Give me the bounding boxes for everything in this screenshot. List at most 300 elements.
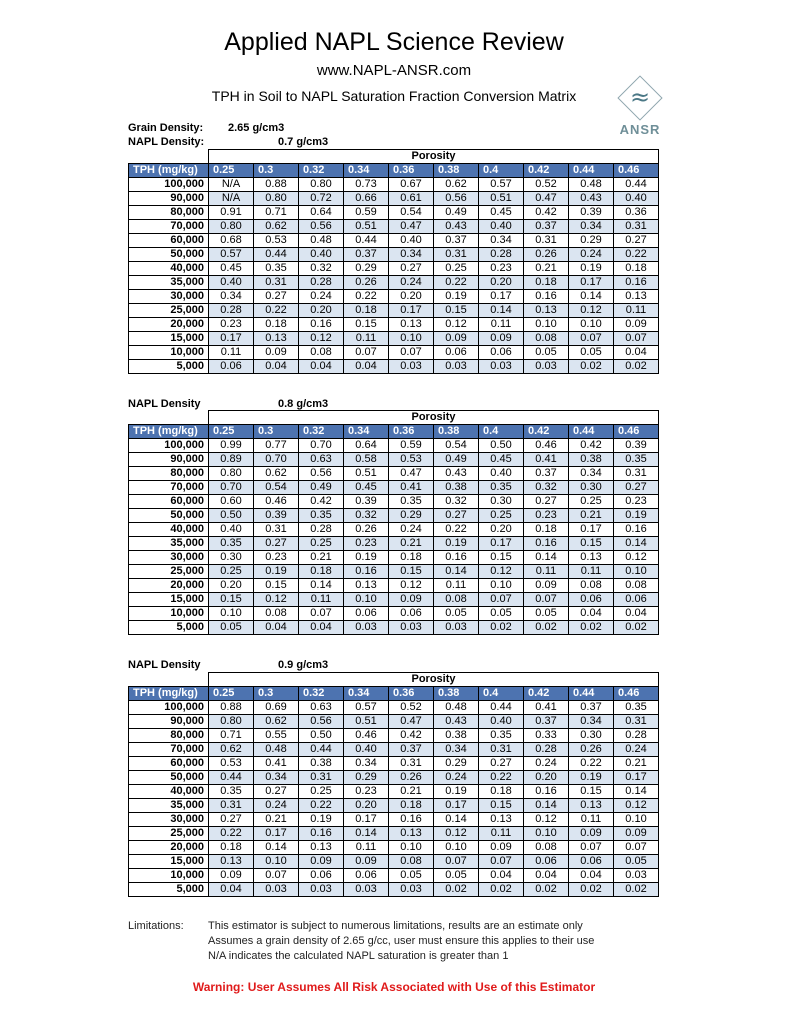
saturation-cell: 0.30 <box>209 551 254 565</box>
saturation-cell: 0.45 <box>479 453 524 467</box>
saturation-cell: 0.31 <box>389 757 434 771</box>
table-row <box>129 799 659 813</box>
saturation-cell: 0.40 <box>209 276 254 290</box>
saturation-cell: 0.35 <box>479 481 524 495</box>
saturation-cell: 0.57 <box>209 248 254 262</box>
saturation-cell: 0.11 <box>479 318 524 332</box>
saturation-cell: 0.08 <box>389 855 434 869</box>
warning-text: Warning: User Assumes All Risk Associated with Use of this Estimator <box>192 980 596 994</box>
saturation-cell: 0.10 <box>434 841 479 855</box>
saturation-cell: 0.13 <box>344 579 389 593</box>
saturation-cell: 0.31 <box>614 220 659 234</box>
saturation-cell: 0.51 <box>344 220 389 234</box>
porosity-column-header: 0.3 <box>254 425 299 439</box>
saturation-cell: 0.14 <box>614 537 659 551</box>
saturation-cell: 0.13 <box>479 813 524 827</box>
saturation-cell: 0.69 <box>254 701 299 715</box>
saturation-cell: 0.56 <box>299 220 344 234</box>
saturation-cell: 0.21 <box>614 757 659 771</box>
saturation-cell: 0.03 <box>524 360 569 374</box>
porosity-column-header: 0.42 <box>524 425 569 439</box>
saturation-cell: 0.53 <box>209 757 254 771</box>
saturation-cell: 0.21 <box>524 262 569 276</box>
saturation-cell: 0.55 <box>254 729 299 743</box>
saturation-cell: 0.15 <box>479 799 524 813</box>
saturation-cell: 0.08 <box>569 579 614 593</box>
saturation-cell: 0.23 <box>209 318 254 332</box>
saturation-cell: 0.16 <box>299 827 344 841</box>
saturation-cell: 0.10 <box>254 855 299 869</box>
saturation-cell: 0.15 <box>389 565 434 579</box>
saturation-cell: 0.14 <box>434 565 479 579</box>
saturation-cell: 0.05 <box>434 607 479 621</box>
saturation-cell: 0.22 <box>614 248 659 262</box>
saturation-cell: 0.59 <box>389 439 434 453</box>
saturation-cell: 0.54 <box>434 439 479 453</box>
saturation-cell: 0.20 <box>299 304 344 318</box>
saturation-cell: 0.07 <box>569 841 614 855</box>
table-row <box>129 855 659 869</box>
tph-value: 40,000 <box>129 785 209 799</box>
saturation-cell: 0.28 <box>614 729 659 743</box>
saturation-cell: 0.40 <box>479 467 524 481</box>
limitation-line: Assumes a grain density of 2.65 g/cc, user must ensure this applies to their use <box>208 935 595 947</box>
saturation-cell: 0.34 <box>389 248 434 262</box>
saturation-cell: 0.41 <box>254 757 299 771</box>
saturation-cell: 0.25 <box>209 565 254 579</box>
saturation-cell: 0.32 <box>299 262 344 276</box>
saturation-cell: 0.24 <box>389 276 434 290</box>
saturation-cell: 0.11 <box>299 593 344 607</box>
saturation-cell: 0.15 <box>254 579 299 593</box>
table-row <box>129 332 659 346</box>
saturation-cell: 0.02 <box>479 621 524 635</box>
saturation-cell: 0.11 <box>209 346 254 360</box>
saturation-cell: 0.31 <box>434 248 479 262</box>
saturation-cell: 0.13 <box>614 290 659 304</box>
saturation-cell: 0.63 <box>299 453 344 467</box>
saturation-cell: 0.45 <box>479 206 524 220</box>
saturation-cell: 0.18 <box>524 523 569 537</box>
saturation-cell: 0.18 <box>254 318 299 332</box>
napl-matrix-table <box>128 410 659 635</box>
table-row <box>129 883 659 897</box>
saturation-cell: 0.06 <box>344 869 389 883</box>
saturation-cell: 0.54 <box>254 481 299 495</box>
saturation-cell: 0.48 <box>299 234 344 248</box>
saturation-cell: 0.51 <box>344 715 389 729</box>
saturation-cell: 0.68 <box>209 234 254 248</box>
saturation-cell: 0.12 <box>614 799 659 813</box>
saturation-cell: 0.07 <box>479 593 524 607</box>
saturation-cell: 0.11 <box>569 565 614 579</box>
table-row <box>129 771 659 785</box>
saturation-cell: 0.24 <box>614 743 659 757</box>
tph-value: 15,000 <box>129 332 209 346</box>
saturation-cell: 0.04 <box>569 869 614 883</box>
limitation-line: This estimator is subject to numerous limitations, results are an estimate only <box>208 920 583 932</box>
napl-density-value: 0.7 g/cm3 <box>278 136 329 148</box>
saturation-cell: 0.11 <box>569 813 614 827</box>
saturation-cell: 0.12 <box>254 593 299 607</box>
table-row <box>129 276 659 290</box>
saturation-cell: 0.35 <box>209 785 254 799</box>
saturation-cell: 0.30 <box>479 495 524 509</box>
saturation-cell: 0.10 <box>524 318 569 332</box>
saturation-cell: 0.07 <box>299 607 344 621</box>
page-title: Applied NAPL Science Review <box>224 28 564 56</box>
saturation-cell: 0.03 <box>479 360 524 374</box>
saturation-cell: 0.18 <box>479 785 524 799</box>
saturation-cell: 0.05 <box>569 346 614 360</box>
saturation-cell: 0.24 <box>569 248 614 262</box>
saturation-cell: 0.19 <box>299 813 344 827</box>
porosity-column-header: 0.3 <box>254 164 299 178</box>
saturation-cell: 0.36 <box>614 206 659 220</box>
saturation-cell: 0.52 <box>389 701 434 715</box>
porosity-column-header: 0.46 <box>614 164 659 178</box>
saturation-cell: 0.14 <box>299 579 344 593</box>
saturation-cell: 0.22 <box>569 757 614 771</box>
saturation-cell: 0.02 <box>614 360 659 374</box>
saturation-cell: 0.06 <box>569 855 614 869</box>
saturation-cell: 0.07 <box>569 332 614 346</box>
napl-density-label-2: NAPL Density <box>128 398 201 410</box>
saturation-cell: 0.47 <box>389 220 434 234</box>
saturation-cell: 0.07 <box>344 346 389 360</box>
table-row <box>129 579 659 593</box>
saturation-cell: 0.03 <box>389 883 434 897</box>
saturation-cell: 0.05 <box>209 621 254 635</box>
porosity-column-header: 0.34 <box>344 425 389 439</box>
saturation-cell: 0.05 <box>389 869 434 883</box>
tph-value: 70,000 <box>129 220 209 234</box>
table-row <box>129 318 659 332</box>
saturation-cell: 0.31 <box>524 234 569 248</box>
porosity-column-header: 0.36 <box>389 425 434 439</box>
saturation-cell: 0.21 <box>254 813 299 827</box>
saturation-cell: 0.03 <box>254 883 299 897</box>
tph-value: 60,000 <box>129 757 209 771</box>
tph-value: 15,000 <box>129 593 209 607</box>
table-row <box>129 743 659 757</box>
saturation-cell: 0.21 <box>569 509 614 523</box>
table-row <box>129 220 659 234</box>
saturation-cell: 0.37 <box>524 715 569 729</box>
saturation-cell: 0.11 <box>479 827 524 841</box>
saturation-cell: 0.10 <box>614 813 659 827</box>
saturation-cell: 0.15 <box>344 318 389 332</box>
saturation-cell: 0.18 <box>614 262 659 276</box>
tph-value: 100,000 <box>129 178 209 192</box>
porosity-column-header: 0.3 <box>254 687 299 701</box>
saturation-cell: 0.48 <box>434 701 479 715</box>
saturation-cell: 0.27 <box>254 785 299 799</box>
page-subtitle: TPH in Soil to NAPL Saturation Fraction Conversion Matrix <box>211 88 577 104</box>
saturation-cell: 0.21 <box>389 537 434 551</box>
saturation-cell: 0.14 <box>524 799 569 813</box>
saturation-cell: 0.03 <box>389 621 434 635</box>
saturation-cell: 0.80 <box>209 715 254 729</box>
saturation-cell: 0.22 <box>434 276 479 290</box>
saturation-cell: 0.02 <box>569 621 614 635</box>
table-row <box>129 785 659 799</box>
saturation-cell: 0.03 <box>344 621 389 635</box>
saturation-cell: 0.34 <box>434 743 479 757</box>
saturation-cell: 0.27 <box>524 495 569 509</box>
saturation-cell: 0.14 <box>344 827 389 841</box>
saturation-cell: 0.39 <box>344 495 389 509</box>
saturation-cell: 0.35 <box>299 509 344 523</box>
tph-value: 100,000 <box>129 439 209 453</box>
saturation-cell: 0.13 <box>389 827 434 841</box>
saturation-cell: 0.05 <box>524 607 569 621</box>
saturation-cell: 0.60 <box>209 495 254 509</box>
tph-value: 5,000 <box>129 883 209 897</box>
saturation-cell: 0.28 <box>299 523 344 537</box>
saturation-cell: 0.08 <box>434 593 479 607</box>
saturation-cell: 0.37 <box>569 701 614 715</box>
saturation-cell: 0.53 <box>389 453 434 467</box>
saturation-cell: 0.25 <box>434 262 479 276</box>
table-row <box>129 729 659 743</box>
saturation-cell: 0.16 <box>524 785 569 799</box>
saturation-cell: 0.16 <box>299 318 344 332</box>
saturation-cell: 0.16 <box>524 537 569 551</box>
saturation-cell: 0.28 <box>299 276 344 290</box>
tph-column-header: TPH (mg/kg) <box>129 425 209 439</box>
saturation-cell: 0.51 <box>479 192 524 206</box>
table-row <box>129 869 659 883</box>
napl-density-value-2: 0.8 g/cm3 <box>278 398 329 410</box>
saturation-cell: 0.34 <box>569 467 614 481</box>
saturation-cell: 0.03 <box>434 621 479 635</box>
tph-value: 30,000 <box>129 551 209 565</box>
tph-value: 25,000 <box>129 827 209 841</box>
saturation-cell: 0.29 <box>389 509 434 523</box>
saturation-cell: 0.46 <box>344 729 389 743</box>
saturation-cell: 0.37 <box>389 743 434 757</box>
saturation-cell: 0.09 <box>614 318 659 332</box>
saturation-cell: 0.06 <box>209 360 254 374</box>
saturation-cell: 0.03 <box>344 883 389 897</box>
saturation-cell: 0.12 <box>614 551 659 565</box>
saturation-cell: 0.17 <box>614 771 659 785</box>
saturation-cell: 0.34 <box>254 771 299 785</box>
saturation-cell: 0.18 <box>344 304 389 318</box>
saturation-cell: 0.30 <box>569 729 614 743</box>
saturation-cell: 0.41 <box>389 481 434 495</box>
saturation-cell: 0.09 <box>479 841 524 855</box>
saturation-cell: 0.45 <box>209 262 254 276</box>
saturation-cell: 0.40 <box>299 248 344 262</box>
saturation-cell: 0.11 <box>614 304 659 318</box>
saturation-cell: 0.07 <box>479 855 524 869</box>
saturation-cell: 0.16 <box>524 290 569 304</box>
saturation-cell: 0.14 <box>254 841 299 855</box>
saturation-cell: 0.04 <box>254 360 299 374</box>
saturation-cell: 0.07 <box>389 346 434 360</box>
saturation-cell: 0.29 <box>344 771 389 785</box>
saturation-cell: 0.38 <box>434 729 479 743</box>
tph-value: 60,000 <box>129 495 209 509</box>
tph-column-header: TPH (mg/kg) <box>129 164 209 178</box>
porosity-column-header: 0.38 <box>434 687 479 701</box>
saturation-cell: 0.12 <box>434 827 479 841</box>
saturation-cell: 0.12 <box>569 304 614 318</box>
saturation-cell: 0.29 <box>569 234 614 248</box>
table-row <box>129 495 659 509</box>
saturation-cell: 0.80 <box>209 467 254 481</box>
porosity-column-header: 0.4 <box>479 425 524 439</box>
saturation-cell: 0.31 <box>209 799 254 813</box>
saturation-cell: 0.18 <box>524 276 569 290</box>
grain-density-value: 2.65 g/cm3 <box>228 122 285 134</box>
saturation-cell: 0.15 <box>209 593 254 607</box>
saturation-cell: 0.35 <box>614 453 659 467</box>
table-row <box>129 248 659 262</box>
saturation-cell: 0.27 <box>434 509 479 523</box>
saturation-cell: 0.02 <box>524 621 569 635</box>
saturation-cell: 0.23 <box>344 537 389 551</box>
table-row <box>129 453 659 467</box>
porosity-column-header: 0.34 <box>344 687 389 701</box>
saturation-cell: 0.19 <box>614 509 659 523</box>
saturation-cell: 0.27 <box>614 234 659 248</box>
saturation-cell: 0.88 <box>254 178 299 192</box>
saturation-cell: 0.28 <box>479 248 524 262</box>
saturation-cell: 0.25 <box>479 509 524 523</box>
saturation-cell: 0.38 <box>299 757 344 771</box>
saturation-cell: 0.62 <box>254 220 299 234</box>
saturation-cell: 0.39 <box>254 509 299 523</box>
saturation-cell: 0.03 <box>299 883 344 897</box>
porosity-column-header: 0.25 <box>209 687 254 701</box>
saturation-cell: 0.16 <box>389 813 434 827</box>
saturation-cell: 0.08 <box>614 579 659 593</box>
tph-value: 80,000 <box>129 467 209 481</box>
tph-value: 20,000 <box>129 318 209 332</box>
saturation-cell: 0.02 <box>614 883 659 897</box>
saturation-cell: 0.11 <box>524 565 569 579</box>
saturation-cell: 0.17 <box>209 332 254 346</box>
saturation-cell: 0.06 <box>344 607 389 621</box>
saturation-cell: 0.04 <box>524 869 569 883</box>
tph-column-header: TPH (mg/kg) <box>129 687 209 701</box>
saturation-cell: 0.25 <box>569 495 614 509</box>
saturation-cell: 0.43 <box>434 715 479 729</box>
table-row <box>129 607 659 621</box>
saturation-cell: 0.38 <box>569 453 614 467</box>
saturation-cell: 0.42 <box>569 439 614 453</box>
saturation-cell: 0.67 <box>389 178 434 192</box>
saturation-cell: 0.47 <box>389 467 434 481</box>
saturation-cell: 0.29 <box>344 262 389 276</box>
saturation-cell: 0.08 <box>299 346 344 360</box>
saturation-cell: 0.06 <box>569 593 614 607</box>
saturation-cell: 0.09 <box>299 855 344 869</box>
tph-value: 80,000 <box>129 729 209 743</box>
table-row <box>129 206 659 220</box>
saturation-cell: 0.48 <box>569 178 614 192</box>
saturation-cell: 0.05 <box>479 607 524 621</box>
saturation-cell: 0.31 <box>299 771 344 785</box>
saturation-cell: 0.62 <box>434 178 479 192</box>
saturation-cell: 0.10 <box>209 607 254 621</box>
saturation-cell: 0.04 <box>299 621 344 635</box>
tph-value: 30,000 <box>129 290 209 304</box>
saturation-cell: 0.39 <box>614 439 659 453</box>
saturation-cell: 0.53 <box>254 234 299 248</box>
porosity-column-header: 0.44 <box>569 425 614 439</box>
table-row <box>129 346 659 360</box>
saturation-cell: 0.13 <box>569 551 614 565</box>
tph-value: 5,000 <box>129 360 209 374</box>
saturation-cell: 0.22 <box>254 304 299 318</box>
table-row <box>129 701 659 715</box>
tph-value: 80,000 <box>129 206 209 220</box>
saturation-cell: 0.26 <box>344 276 389 290</box>
tph-value: 25,000 <box>129 304 209 318</box>
saturation-cell: 0.03 <box>614 869 659 883</box>
tph-value: 90,000 <box>129 453 209 467</box>
saturation-cell: 0.10 <box>614 565 659 579</box>
porosity-column-header: 0.42 <box>524 687 569 701</box>
saturation-cell: 0.09 <box>389 593 434 607</box>
saturation-cell: 0.04 <box>569 607 614 621</box>
table-row <box>129 304 659 318</box>
saturation-cell: 0.26 <box>389 771 434 785</box>
saturation-cell: 0.17 <box>479 290 524 304</box>
saturation-cell: 0.04 <box>344 360 389 374</box>
saturation-cell: 0.20 <box>479 276 524 290</box>
saturation-cell: 0.50 <box>299 729 344 743</box>
porosity-heading: Porosity <box>209 673 659 687</box>
saturation-cell: 0.40 <box>614 192 659 206</box>
saturation-cell: 0.34 <box>479 234 524 248</box>
saturation-cell: 0.46 <box>524 439 569 453</box>
saturation-cell: 0.99 <box>209 439 254 453</box>
saturation-cell: 0.24 <box>434 771 479 785</box>
saturation-cell: 0.02 <box>479 883 524 897</box>
saturation-cell: 0.23 <box>614 495 659 509</box>
porosity-column-header: 0.38 <box>434 164 479 178</box>
saturation-cell: 0.10 <box>569 318 614 332</box>
saturation-cell: 0.06 <box>524 855 569 869</box>
saturation-cell: 0.64 <box>344 439 389 453</box>
napl-density-label-3: NAPL Density <box>128 659 201 671</box>
saturation-cell: 0.18 <box>389 799 434 813</box>
table-row <box>129 537 659 551</box>
saturation-cell: 0.21 <box>389 785 434 799</box>
tph-value: 30,000 <box>129 813 209 827</box>
saturation-cell: 0.45 <box>344 481 389 495</box>
table-row <box>129 178 659 192</box>
saturation-cell: 0.04 <box>209 883 254 897</box>
saturation-cell: 0.32 <box>524 481 569 495</box>
saturation-cell: 0.27 <box>614 481 659 495</box>
tph-value: 100,000 <box>129 701 209 715</box>
saturation-cell: 0.07 <box>524 593 569 607</box>
saturation-cell: 0.56 <box>434 192 479 206</box>
saturation-cell: N/A <box>209 178 254 192</box>
saturation-cell: 0.19 <box>434 785 479 799</box>
saturation-cell: 0.09 <box>524 579 569 593</box>
table-row <box>129 467 659 481</box>
saturation-cell: 0.23 <box>254 551 299 565</box>
saturation-cell: 0.05 <box>614 855 659 869</box>
saturation-cell: 0.22 <box>299 799 344 813</box>
